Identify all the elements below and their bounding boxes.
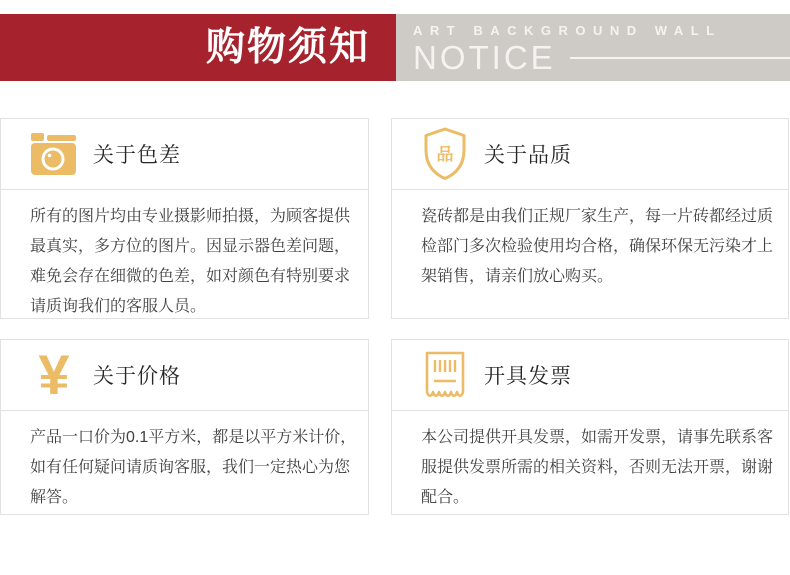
section-color-difference-header bbox=[1, 119, 368, 190]
section-color-difference bbox=[0, 118, 369, 319]
section-body-text: 本公司提供开具发票，如需开发票，请事先联系客服提供发票所需的相关资料，否则无法开票，谢谢配合。 bbox=[421, 429, 774, 506]
yuan-icon: ¥ bbox=[38, 343, 70, 406]
header-tagline: ART BACKGROUND WALL bbox=[413, 23, 722, 38]
page-title: 购物须知 bbox=[205, 26, 370, 69]
section-title: 关于价格 bbox=[93, 365, 181, 388]
section-title: 关于色差 bbox=[93, 144, 181, 167]
section-price-header bbox=[1, 340, 368, 411]
section-body-text: 产品一口价为0.1平方米，都是以平方米计价，如有任何疑问请质询客服，我们一定热心为您解答。 bbox=[30, 429, 357, 506]
section-body-text: 瓷砖都是由我们正规厂家生产，每一片砖都经过质检部门多次检验使用均合格，确保环保无污染才上架销售，请亲们放心购买。 bbox=[421, 208, 774, 285]
camera-icon bbox=[29, 126, 79, 182]
section-invoice bbox=[391, 339, 789, 515]
page bbox=[0, 14, 790, 515]
header-decor-line bbox=[570, 57, 790, 59]
section-body-text: 所有的图片均由专业摄影师拍摄，为顾客提供最真实，多方位的图片。因显示器色差问题，难免会存在细微的色差，如对颜色有特别要求请质询我们的客服人员。 bbox=[30, 208, 351, 315]
header-banner-gray bbox=[396, 14, 790, 81]
notice-grid bbox=[0, 118, 790, 515]
svg-text:品: 品 bbox=[436, 145, 454, 164]
section-invoice-header bbox=[392, 340, 788, 411]
section-price bbox=[0, 339, 369, 515]
header-notice-row bbox=[413, 40, 790, 76]
header-notice-label: NOTICE bbox=[413, 39, 556, 76]
section-quality bbox=[391, 118, 789, 319]
section-title: 开具发票 bbox=[484, 365, 572, 388]
invoice-icon bbox=[420, 347, 470, 403]
quality-shield-icon bbox=[420, 126, 470, 182]
section-quality-header bbox=[392, 119, 788, 190]
header-banner-red bbox=[0, 14, 396, 81]
header-banner bbox=[0, 14, 790, 81]
section-title: 关于品质 bbox=[484, 144, 572, 167]
